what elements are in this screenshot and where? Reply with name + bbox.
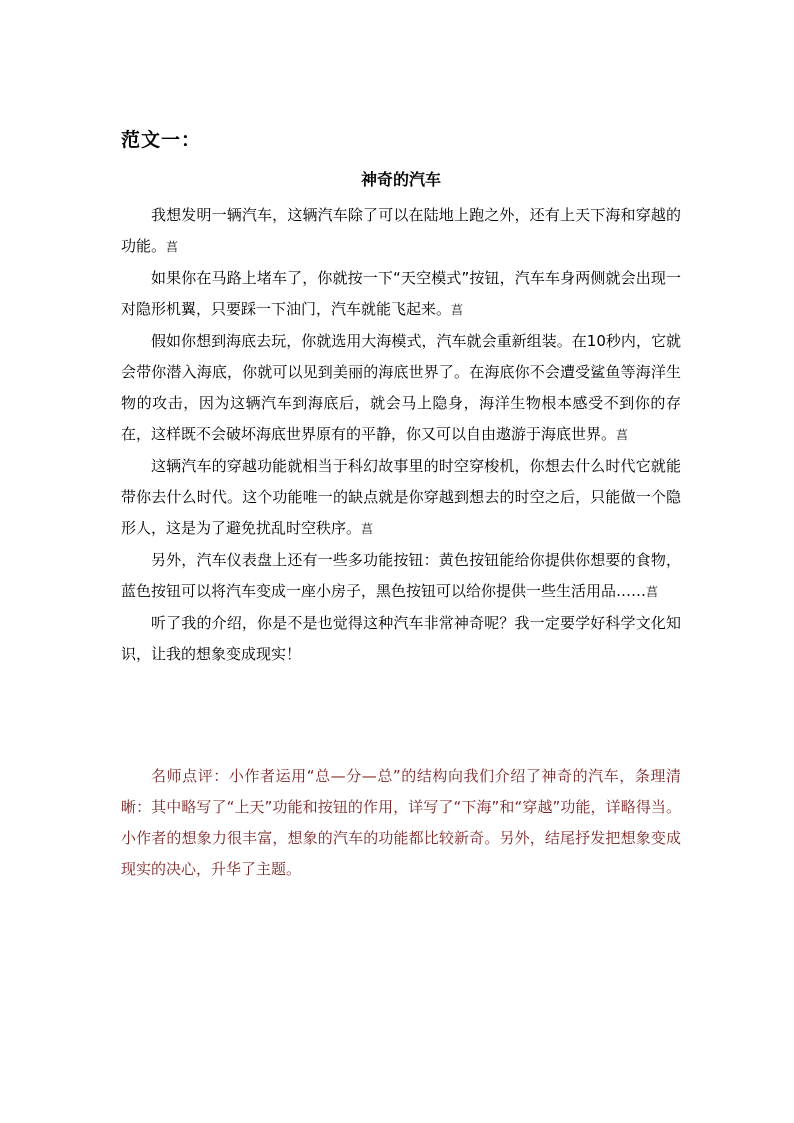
paragraph-text: 我想发明一辆汽车，这辆汽车除了可以在陆地上跑之外，还有上天下海和穿越的功能。 (121, 206, 681, 255)
paragraph-mark: 菖 (361, 522, 374, 536)
paragraph-mark: 菖 (451, 303, 464, 317)
essay-paragraph (121, 263, 681, 326)
essay-paragraph (121, 545, 681, 608)
comment-text: 名师点评：小作者运用“总—分—总”的结构向我们介绍了神奇的汽车，条理清晰：其中略写了“上天”功能和按钮的作用，详写了“下海”和“穿越”功能，详略得当。小作者的想象力很丰富，想象的汽车的功能都比较新奇。另外，结尾抒发把想象变成现实的决心，升华了主题。 (121, 767, 681, 878)
paragraph-mark: 菖 (166, 240, 179, 254)
section-heading: 范文一： (121, 129, 202, 151)
paragraph-text: 假如你想到海底去玩，你就选用大海模式，汽车就会重新组装。在10秒内，它就会带你潜入海底，你就可以见到美丽的海底世界了。在海底你不会遭受鲨鱼等海洋生物的攻击，因为这辆汽车到海底后，就会马上隐身，海洋生物根本感受不到你的存在，这样既不会破坏海底世界原有的平静，你又可以自由遨游于海底世界。 (121, 332, 681, 443)
teacher-comment (121, 761, 681, 885)
essay-paragraph (121, 326, 681, 451)
paragraph-mark: 菖 (646, 585, 659, 599)
paragraph-text: 这辆汽车的穿越功能就相当于科幻故事里的时空穿梭机，你想去什么时代它就能带你去什么时代。这个功能唯一的缺点就是你穿越到想去的时空之后，只能做一个隐形人，这是为了避免扰乱时空秩序。 (121, 457, 681, 537)
document-page (121, 0, 681, 1123)
essay-paragraph (121, 200, 681, 263)
paragraph-mark: 菖 (616, 428, 629, 442)
essay-paragraph (121, 451, 681, 545)
paragraph-text: 听了我的介绍，你是不是也觉得这种汽车非常神奇呢？我一定要学好科学文化知识，让我的想象变成现实！ (121, 614, 681, 663)
essay-body (121, 200, 681, 670)
essay-paragraph (121, 608, 681, 670)
paragraph-text: 另外，汽车仪表盘上还有一些多功能按钮：黄色按钮能给你提供你想要的食物，蓝色按钮可以将汽车变成一座小房子，黑色按钮可以给你提供一些生活用品…… (121, 551, 681, 600)
paragraph-text: 如果你在马路上堵车了，你就按一下“天空模式”按钮，汽车车身两侧就会出现一对隐形机翼，只要踩一下油门，汽车就能飞起来。 (121, 269, 681, 318)
essay-title: 神奇的汽车 (360, 170, 441, 189)
